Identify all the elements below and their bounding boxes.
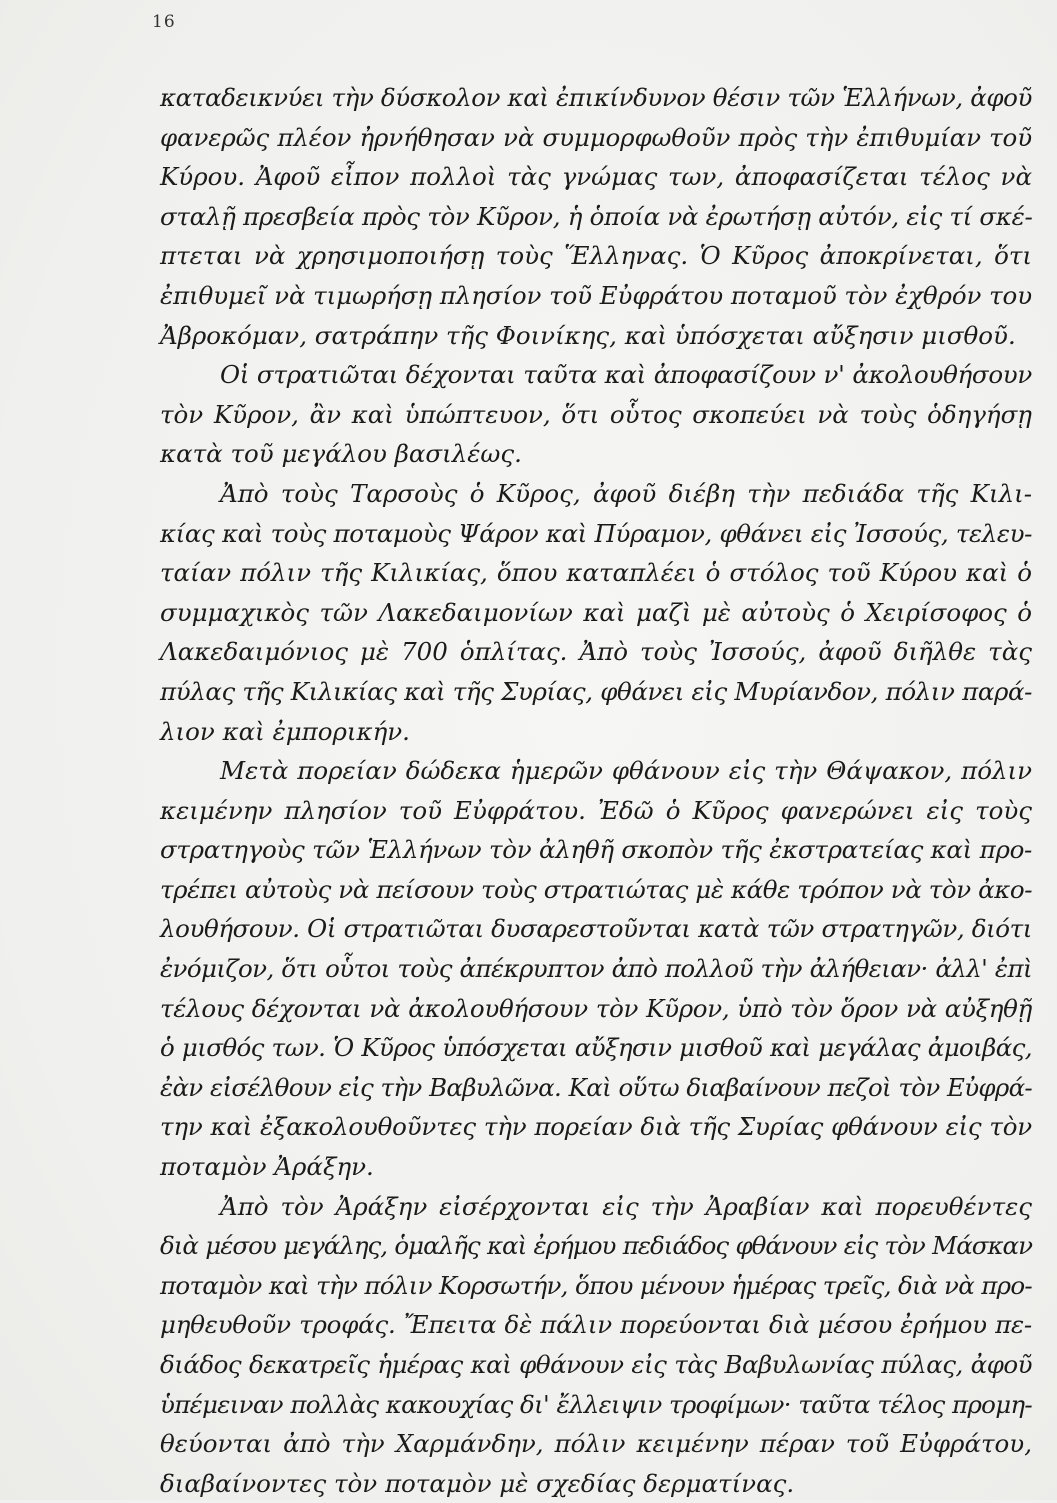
text-line: ἐνόμιζον, ὅτι οὗτοι τοὺς ἀπέκρυπτον ἀπὸ πολλοῦ τὴν ἀλήθειαν· ἀλλ' ἐπὶ — [160, 954, 1032, 984]
text-line: τρέπει αὐτοὺς νὰ πείσουν τοὺς στρατιώτας μὲ κάθε τρόπον νὰ τὸν ἀκο- — [160, 874, 1033, 904]
text-line: Λακεδαιμόνιος μὲ 700 ὁπλίτας. Ἀπὸ τοὺς Ἰσσούς, ἀφοῦ διῆλθε τὰς — [160, 637, 1032, 667]
text-line: Οἱ στρατιῶται δέχονται ταῦτα καὶ ἀποφασίζουν ν' ἀκολουθήσουν — [220, 360, 1032, 390]
paragraph — [160, 474, 1032, 751]
text-line: κίας καὶ τοὺς ποταμοὺς Ψάρον καὶ Πύραμον, φθάνει εἰς Ἰσσούς, τελευ- — [160, 518, 1032, 548]
page-number: 16 — [152, 12, 176, 32]
paragraph — [160, 751, 1032, 1187]
text-line: Ἀπὸ τὸν Ἀράξην εἰσέρχονται εἰς τὴν Ἀραβίαν καὶ πορευθέντες — [220, 1191, 1032, 1221]
text-line: ποταμὸν Ἀράξην. — [160, 1152, 374, 1182]
text-line: διάδος δεκατρεῖς ἡμέρας καὶ φθάνουν εἰς τὰς Βαβυλωνίας πύλας, ἀφοῦ — [160, 1350, 1032, 1379]
text-line: ταίαν πόλιν τῆς Κιλικίας, ὅπου καταπλέει ὁ στόλος τοῦ Κύρου καὶ ὁ — [160, 558, 1032, 588]
text-line: θεύονται ἀπὸ τὴν Χαρμάνδην, πόλιν κειμένην πέραν τοῦ Εὐφράτου, — [160, 1429, 1032, 1459]
text-line: τὸν Κῦρον, ἂν καὶ ὑπώπτευον, ὅτι οὗτος σκοπεύει νὰ τοὺς ὁδηγήσῃ — [160, 399, 1032, 429]
text-line: Ἀπὸ τοὺς Ταρσοὺς ὁ Κῦρος, ἀφοῦ διέβη τὴν πεδιάδα τῆς Κιλι- — [220, 478, 1032, 508]
text-line: Κύρου. Ἀφοῦ εἶπον πολλοὶ τὰς γνώμας των, ἀποφασίζεται τέλος νὰ — [160, 162, 1032, 192]
text-line: διὰ μέσου μεγάλης, ὁμαλῆς καὶ ἐρήμου πεδιάδος φθάνουν εἰς τὸν Μάσκαν — [160, 1231, 1032, 1261]
text-line: πύλας τῆς Κιλικίας καὶ τῆς Συρίας, φθάνει εἰς Μυρίανδον, πόλιν παρά- — [160, 676, 1032, 706]
text-line: ὁ μισθός των. Ὁ Κῦρος ὑπόσχεται αὔξησιν μισθοῦ καὶ μεγάλας ἀμοιβάς, — [160, 1033, 1032, 1063]
text-line: φανερῶς πλέον ἠρνήθησαν νὰ συμμορφωθοῦν πρὸς τὴν ἐπιθυμίαν τοῦ — [160, 122, 1032, 152]
text-line: Ἀβροκόμαν, σατράπην τῆς Φοινίκης, καὶ ὑπόσχεται αὔξησιν μισθοῦ. — [160, 320, 1016, 350]
text-line: λιον καὶ ἐμπορικήν. — [160, 716, 410, 746]
text-line: πτεται νὰ χρησιμοποιήσῃ τοὺς Ἕλληνας. Ὁ Κῦρος ἀποκρίνεται, ὅτι — [160, 241, 1032, 271]
text-line: ὑπέμειναν πολλὰς κακουχίας δι' ἔλλειψιν τροφίμων· ταῦτα τέλος προμη- — [160, 1389, 1032, 1419]
body-text — [160, 78, 1032, 1503]
text-line: διαβαίνοντες τὸν ποταμὸν μὲ σχεδίας δερματίνας. — [160, 1468, 795, 1498]
paragraph — [160, 1187, 1032, 1503]
text-line: σταλῇ πρεσβεία πρὸς τὸν Κῦρον, ἡ ὁποία νὰ ἐρωτήσῃ αὐτόν, εἰς τί σκέ- — [160, 201, 1033, 231]
text-line: ἐὰν εἰσέλθουν εἰς τὴν Βαβυλῶνα. Καὶ οὕτω διαβαίνουν πεζοὶ τὸν Εὐφρά- — [160, 1072, 1032, 1102]
text-line: λουθήσουν. Οἱ στρατιῶται δυσαρεστοῦνται κατὰ τῶν στρατηγῶν, διότι — [160, 914, 1032, 944]
paragraph — [160, 355, 1032, 474]
paragraph — [160, 78, 1032, 355]
text-line: ἐπιθυμεῖ νὰ τιμωρήσῃ πλησίον τοῦ Εὐφράτου ποταμοῦ τὸν ἐχθρόν του — [160, 280, 1032, 310]
text-line: καταδεικνύει τὴν δύσκολον καὶ ἐπικίνδυνον θέσιν τῶν Ἑλλήνων, ἀφοῦ — [160, 83, 1032, 112]
text-line: τέλους δέχονται νὰ ἀκολουθήσουν τὸν Κῦρον, ὑπὸ τὸν ὅρον νὰ αὐξηθῇ — [160, 993, 1032, 1023]
text-line: Μετὰ πορείαν δώδεκα ἡμερῶν φθάνουν εἰς τὴν Θάψακον, πόλιν — [220, 756, 1032, 786]
text-line: στρατηγοὺς τῶν Ἑλλήνων τὸν ἀληθῆ σκοπὸν τῆς ἐκστρατείας καὶ προ- — [160, 835, 1032, 865]
text-line: κατὰ τοῦ μεγάλου βασιλέως. — [160, 439, 522, 469]
text-line: συμμαχικὸς τῶν Λακεδαιμονίων καὶ μαζὶ μὲ αὐτοὺς ὁ Χειρίσοφος ὁ — [160, 597, 1032, 627]
text-line: την καὶ ἐξακολουθοῦντες τὴν πορείαν διὰ τῆς Συρίας φθάνουν εἰς τὸν — [160, 1112, 1032, 1142]
text-line: ποταμὸν καὶ τὴν πόλιν Κορσωτήν, ὅπου μένουν ἡμέρας τρεῖς, διὰ νὰ προ- — [160, 1270, 1032, 1300]
text-line: μηθευθοῦν τροφάς. Ἔπειτα δὲ πάλιν πορεύονται διὰ μέσου ἐρήμου πε- — [160, 1310, 1032, 1340]
text-line: κειμένην πλησίον τοῦ Εὐφράτου. Ἐδῶ ὁ Κῦρος φανερώνει εἰς τοὺς — [160, 795, 1032, 825]
